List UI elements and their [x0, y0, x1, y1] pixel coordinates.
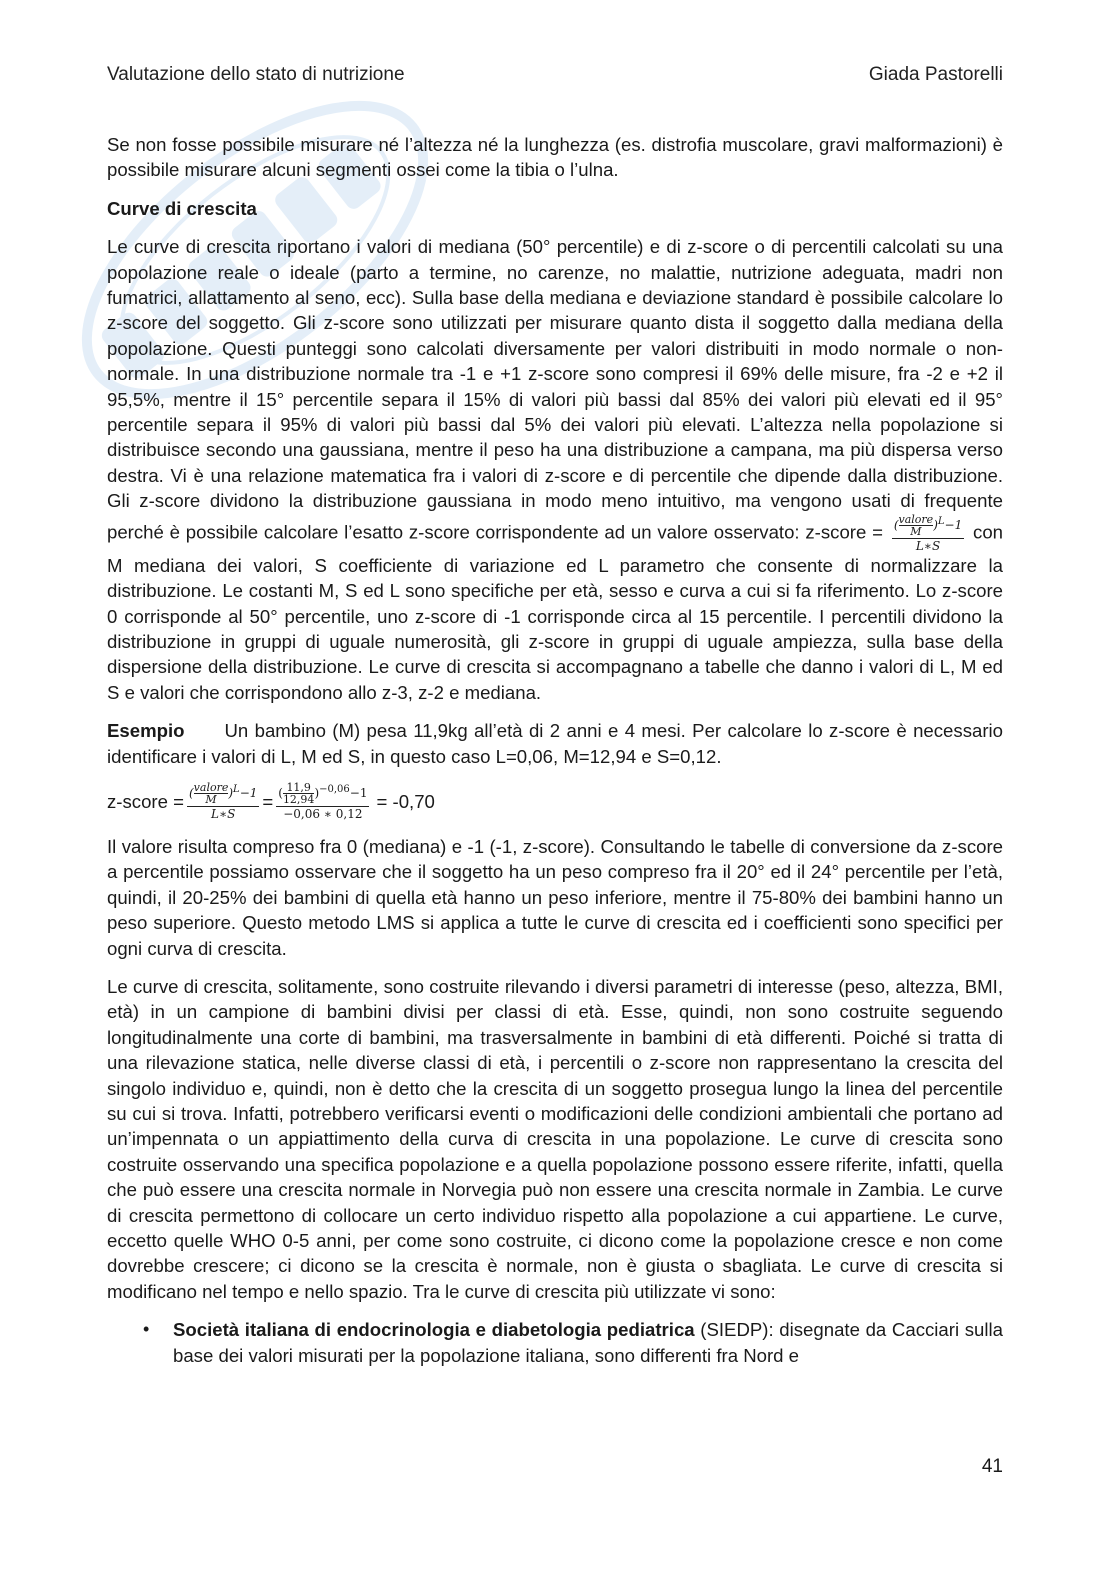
- zscore-result: = -0,70: [376, 790, 435, 812]
- list-item-text: (SIEDP): disegnate da Cacciari sulla base dei valori misurati per la popolazione italiana, sono differenti fra Nord e: [173, 1319, 1003, 1366]
- paragraph-zscore: [107, 234, 1003, 705]
- intro-paragraph: Se non fosse possibile misurare né l’altezza né la lunghezza (es. distrofia muscolare, gravi malformazioni) è possibile misurare alcuni segmenti ossei come la tibia o l’ulna.: [107, 134, 1003, 181]
- zscore-formula-generic: ( $\frac{\text{valore}}{M}$ )$^L$−1 L∗S: [188, 780, 258, 821]
- zscore-calculation: [107, 782, 1003, 821]
- zscore-formula-values: ( $\frac{11,9}{12,94}$ )$^{-0,06}$−1 −0,06 ∗ 0,12: [278, 780, 368, 821]
- zscore-formula-numerator: ( $\frac{\text{valore}}{M}$ )$^L$−1: [893, 512, 963, 538]
- paragraph-zscore-part2: con M mediana dei valori, S coefficiente di variazione ed L parametro che consente di normalizzare la distribuzione. Le costanti M, S ed L sono specifiche per età, sesso e curva a cui si fa riferimento. Lo z-score 0 corrisponde al 50° percentile, uno z-score di -1 corrisponde circa al 15 percentile. I percentili dividono la distribuzione in gruppi di uguale numerosità, gli z-score in gruppi di uguale ampiezza, sulla base della dispersione della distribuzione. Le curve di crescita si accompagnano a tabelle che danno i valori di L, M ed S e valori che corrispondono allo z-3, z-2 e mediana.: [107, 521, 1004, 703]
- header-author: Giada Pastorelli: [868, 64, 1003, 85]
- paragraph-zscore-part1: Le curve di crescita riportano i valori di mediana (50° percentile) e di z-score o di percentili calcolati su una popolazione reale o ideale (parto a termine, no carenze, no malattie, nutrizione adeguata, madri non fumatrici, allattamento al seno, ecc). Sulla base della mediana e deviazione standard è possibile calcolare lo z-score del soggetto. Gli z-score sono utilizzati per misurare quanto dista il soggetto dalla mediana della popolazione. Questi punteggi sono calcolati diversamente per valori distribuiti in modo normale o non-normale. In una distribuzione normale tra -1 e +1 z-score sono compresi il 69% delle misure, fra -2 e +2 il 95,5%, mentre il 15° percentile separa il 15% di valori più bassi dal 85% dei valori più elevati ed il 95° percentile separa il 95% di valori più bassi dal 5% dei valori più elevati. L’altezza nella popolazione si distribuisce secondo una gaussiana, mentre il peso ha una distribuzione a campana, ma più dispersa verso destra. Vi è una relazione matematica fra i valori di z-score e di percentile che dipende dalla distribuzione. Gli z-score dividono la distribuzione gaussiana in modo meno intuitivo, ma vengono usati di frequente perché è possibile calcolare l’esatto z-score corrispondente ad un valore osservato: z-score =: [107, 236, 1003, 543]
- example-text: Un bambino (M) pesa 11,9kg all’età di 2 anni e 4 mesi. Per calcolare lo z-score è necessario identificare i valori di L, M ed S, in questo caso L=0,06, M=12,94 e S=0,12.: [107, 720, 1003, 767]
- header-title: Valutazione dello stato di nutrizione: [107, 64, 405, 85]
- zscore-formula-denominator: L∗S: [915, 538, 941, 553]
- zscore-equals: =: [262, 790, 274, 812]
- example-paragraph: [107, 718, 1003, 769]
- page-content: [107, 132, 1003, 1368]
- example-label: Esempio: [107, 720, 185, 742]
- section-heading: Curve di crescita: [107, 197, 257, 219]
- page-header: [107, 64, 1003, 86]
- bullet-icon: •: [143, 1319, 150, 1340]
- paragraph-construction: Le curve di crescita, solitamente, sono costruite rilevando i diversi parametri di interesse (peso, altezza, BMI, età) in un campione di bambini divisi per classi di età. Esse, quindi, non sono costruite seguendo longitudinalmente una corte di bambini, ma trasversalmente in bambini di età differenti. Poiché si tratta di una rilevazione statica, nelle diverse classi di età, i percentili o z-score non rappresentano la crescita del singolo individuo e, quindi, non è detto che la crescita di un soggetto prosegua lungo la linea del percentile su cui si trova. Infatti, potrebbero verificarsi eventi o modificazioni delle condizioni ambientali che portano ad un’impennata o un appiattimento della curva di crescita in una popolazione. Le curve di crescita sono costruite osservando una specifica popolazione e a quella popolazione possono essere riferite, infatti, quella che può essere una crescita normale in Norvegia può non essere una crescita normale in Zambia. Le curve di crescita permettono di collocare un certo individuo rispetto alla popolazione a cui appartiene. Le curve, eccetto quelle WHO 0-5 anni, per come sono costruite, ci dicono come la popolazione cresce e non come dovrebbe crescere; ci dicono se la crescita è normale, non è giusta o sbagliata. Le curve di crescita si modificano nel tempo e nello spazio. Tra le curve di crescita più utilizzate vi sono:: [107, 975, 1003, 1302]
- list-item: [107, 1317, 1003, 1368]
- page-number: 41: [981, 1456, 1003, 1477]
- paragraph-interpretation: Il valore risulta compreso fra 0 (mediana) e -1 (-1, z-score). Consultando le tabelle di conversione da z-score a percentile possiamo osservare che il soggetto ha un peso compreso fra il 20° ed il 24° percentile per l’età, quindi, il 20-25% dei bambini di quella età hanno un peso inferiore, mentre il 75-80% dei bambini hanno un peso superiore. Questo metodo LMS si applica a tutte le curve di crescita ed i coefficienti sono specifici per ogni curva di crescita.: [107, 835, 1003, 959]
- zscore-prefix: z-score =: [107, 790, 184, 812]
- zscore-formula: [892, 514, 964, 553]
- curve-list: [107, 1317, 1003, 1368]
- list-item-title: Società italiana di endocrinologia e diabetologia pediatrica: [173, 1319, 695, 1341]
